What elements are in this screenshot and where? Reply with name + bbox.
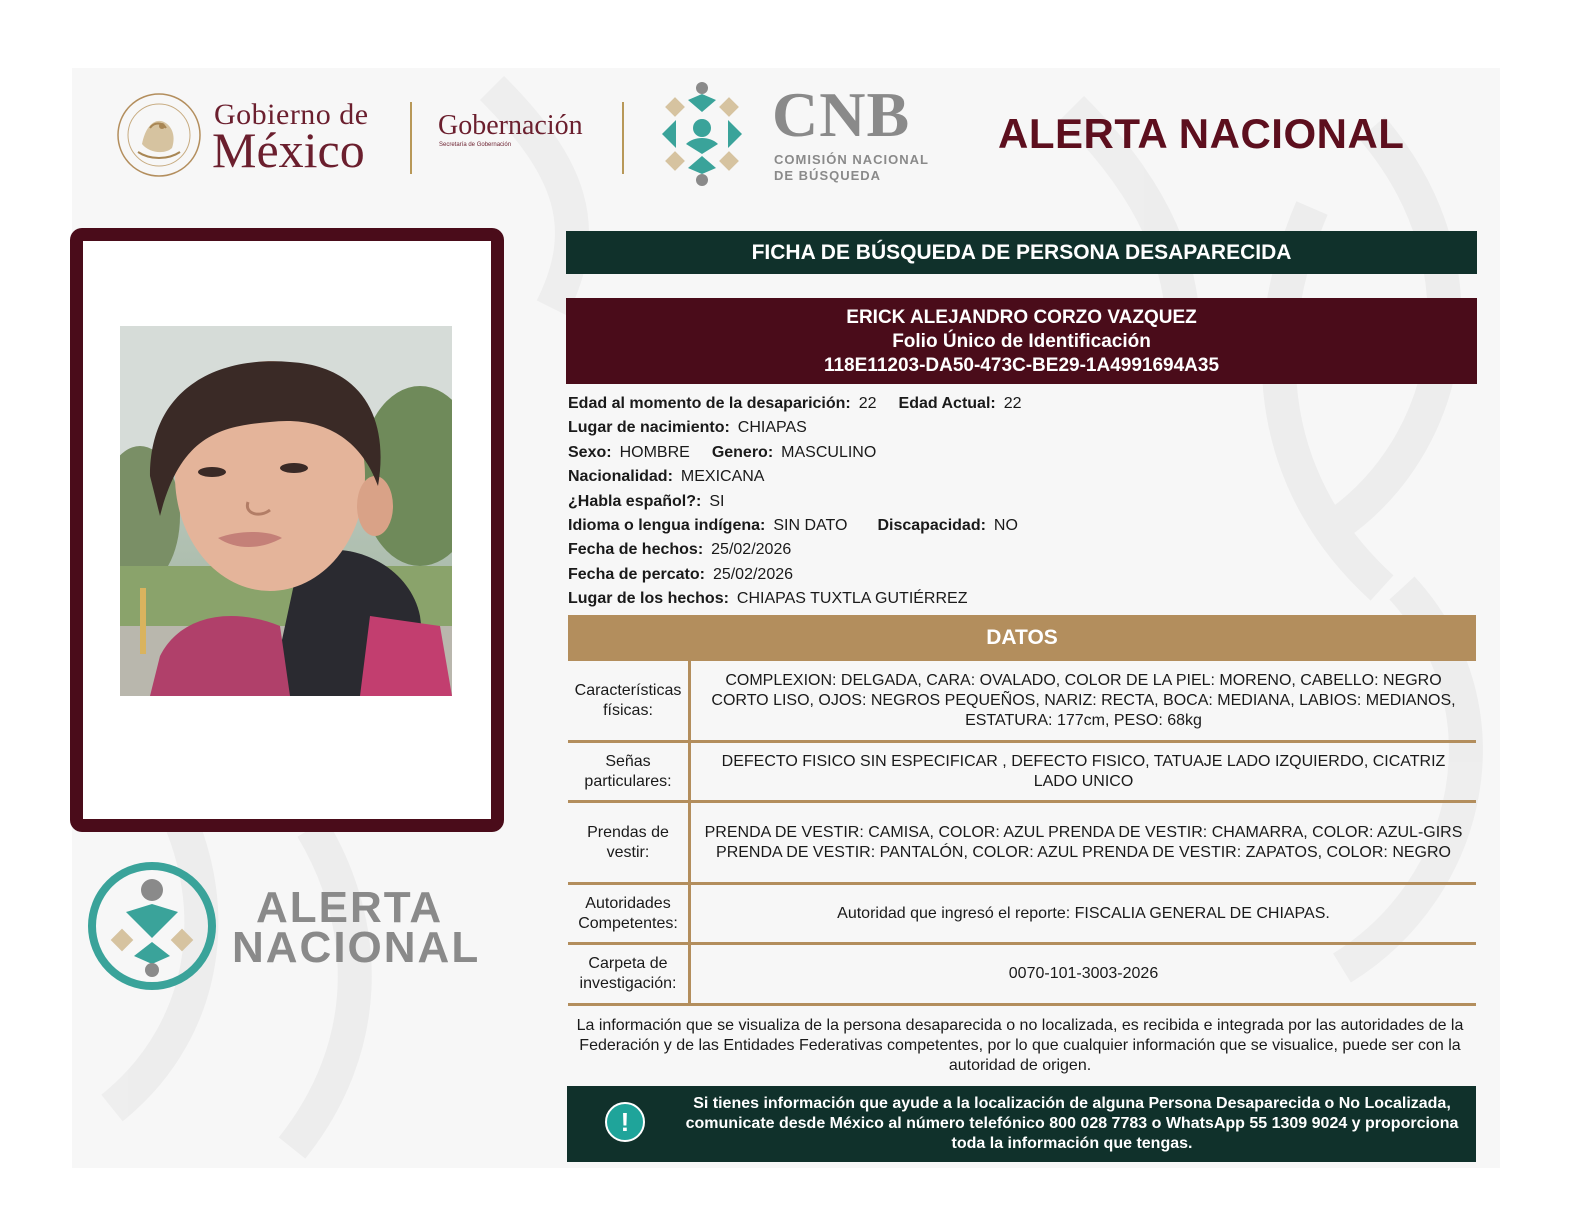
person-identification-header	[566, 298, 1477, 384]
genero-label: Genero:	[711, 443, 774, 461]
discapacidad-value: NO	[993, 516, 1018, 534]
lugar-hechos-value: CHIAPAS TUXTLA GUTIÉRREZ	[736, 590, 968, 608]
lugar-nacimiento-label: Lugar de nacimiento:	[568, 419, 730, 437]
fecha-percato-value: 25/02/2026	[712, 565, 794, 583]
person-info	[568, 392, 1468, 612]
info-row-fecha-hechos	[568, 538, 1468, 562]
header-divider	[410, 102, 412, 174]
info-row-habla	[568, 490, 1468, 514]
sexo-value: HOMBRE	[619, 443, 690, 461]
contact-text: Si tienes información que ayude a la localización de alguna Persona Desaparecida o No Localizada, comunicate desde México al número telefónico 800 028 7783 o WhatsApp 55 1309 9024 y proporciona toda la información que tengas.	[685, 1095, 1459, 1152]
sexo-label: Sexo:	[568, 443, 612, 461]
info-row-idioma	[568, 514, 1468, 538]
folio-number: 118E11203-DA50-473C-BE29-1A4991694A35	[823, 355, 1220, 376]
datos-value: COMPLEXION: DELGADA, CARA: OVALADO, COLOR DE LA PIEL: MORENO, CABELLO: NEGRO CORTO LISO, OJOS: NEGROS PEQUEÑOS, NARIZ: RECTA, BOCA: MEDIANA, LABIOS: MEDIANOS, ESTATURA: 177cm, PESO: 68kg	[711, 671, 1456, 729]
edad-desaparicion-value: 22	[858, 395, 877, 412]
gobierno-de-mexico-logo	[116, 92, 396, 182]
fecha-percato-label: Fecha de percato:	[568, 565, 705, 583]
table-row	[568, 743, 1476, 803]
gobernacion-subtitle: Secretaría de Gobernación	[439, 142, 512, 148]
habla-label: ¿Habla español?:	[568, 492, 702, 510]
alerta-nacional-logo-text: ALERTA NACIONAL	[232, 883, 481, 972]
habla-value: SI	[709, 492, 725, 510]
datos-value: DEFECTO FISICO SIN ESPECIFICAR , DEFECTO FISICO, TATUAJE LADO IZQUIERDO, CICATRIZ LADO UNICO	[721, 752, 1446, 790]
table-row	[568, 661, 1476, 743]
idioma-value: SIN DATO	[773, 516, 848, 534]
nacionalidad-label: Nacionalidad:	[568, 468, 673, 486]
gobierno-de-text: Gobierno de	[214, 98, 369, 131]
exclamation-icon: !	[605, 1102, 645, 1142]
fecha-hechos-label: Fecha de hechos:	[568, 541, 704, 559]
edad-actual-value: 22	[1003, 395, 1022, 412]
discapacidad-label: Discapacidad:	[877, 516, 986, 534]
datos-title: DATOS	[568, 615, 1476, 661]
info-row-lugar-hechos	[568, 587, 1468, 611]
alerta-nacional-emblem-icon	[86, 860, 218, 992]
datos-value: 0070-101-3003-2026	[1008, 965, 1159, 982]
genero-value: MASCULINO	[781, 443, 877, 461]
datos-label: Carpeta de investigación:	[568, 945, 691, 1003]
datos-label: Señas particulares:	[568, 743, 691, 800]
table-row	[568, 885, 1476, 945]
datos-table	[568, 661, 1476, 1006]
mexico-text: México	[212, 122, 365, 178]
idioma-label: Idioma o lengua indígena:	[568, 516, 766, 534]
datos-label: Autoridades Competentes:	[568, 885, 691, 942]
ficha-title: FICHA DE BÚSQUEDA DE PERSONA DESAPARECIDA	[566, 231, 1477, 274]
datos-label: Características físicas:	[568, 661, 691, 740]
lugar-hechos-label: Lugar de los hechos:	[568, 590, 729, 608]
folio-label: Folio Único de Identificación	[892, 331, 1151, 352]
mexico-seal-icon	[116, 92, 202, 178]
info-row-edad	[568, 392, 1468, 416]
datos-label: Prendas de vestir:	[568, 803, 691, 882]
datos-value: Autoridad que ingresó el reporte: FISCALIA GENERAL DE CHIAPAS.	[837, 904, 1330, 922]
lugar-nacimiento-value: CHIAPAS	[737, 419, 807, 437]
info-row-fecha-percato	[568, 563, 1468, 587]
nacionalidad-value: MEXICANA	[680, 468, 765, 486]
table-row	[568, 803, 1476, 885]
cnb-emblem-icon	[646, 78, 758, 190]
cnb-text: CNB	[772, 79, 911, 150]
info-row-nacionalidad	[568, 465, 1468, 489]
edad-actual-label: Edad Actual:	[898, 395, 996, 412]
header-divider	[622, 102, 624, 174]
fecha-hechos-value: 25/02/2026	[711, 541, 792, 559]
table-row	[568, 945, 1476, 1006]
person-photo	[120, 326, 452, 696]
alerta-nacional-title: ALERTA NACIONAL	[998, 110, 1405, 157]
datos-value: PRENDA DE VESTIR: CAMISA, COLOR: AZUL PRENDA DE VESTIR: CHAMARRA, COLOR: AZUL-GIRS PRENDA DE VESTIR: PANTALÓN, COLOR: AZUL PRENDA DE VESTIR: ZAPATOS, COLOR: NEGRO	[704, 823, 1463, 861]
person-name: ERICK ALEJANDRO CORZO VAZQUEZ	[846, 307, 1197, 328]
cnb-subtitle: COMISIÓN NACIONAL DE BÚSQUEDA	[774, 152, 929, 183]
contact-banner	[567, 1086, 1476, 1162]
info-row-sexo	[568, 441, 1468, 465]
info-row-nacimiento	[568, 416, 1468, 440]
edad-desaparicion-label: Edad al momento de la desaparición:	[568, 395, 851, 412]
disclaimer-text: La información que se visualiza de la persona desaparecida o no localizada, es recibida e integrada por las autoridades de la Federación y de las Entidades Federativas competentes, por lo que cualquier información que se visualice, puede ser con la autoridad de origen.	[576, 1017, 1464, 1074]
gobernacion-logo-text: Gobernación	[438, 110, 583, 141]
